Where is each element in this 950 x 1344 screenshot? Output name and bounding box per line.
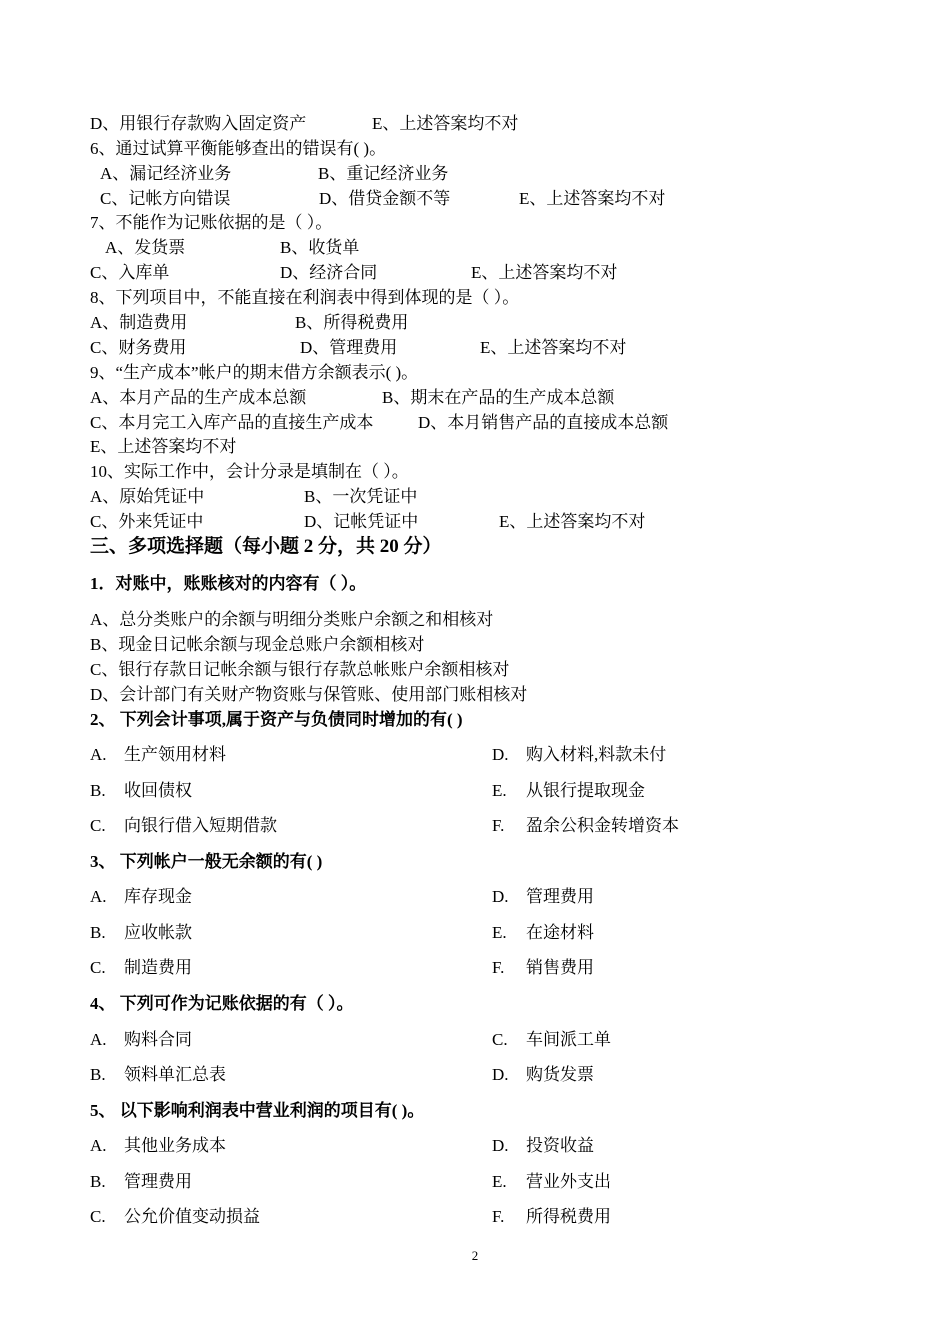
option-d: D、本月销售产品的直接成本总额 [418,413,669,432]
mc1-option-d: D、会计部门有关财产物资账与保管账、使用部门账相核对 [90,685,528,704]
option-b: B、重记经济业务 [318,164,449,183]
option-c: C、本月完工入库产品的直接生产成本 [90,413,374,432]
mc3-option: D. 管理费用 [492,887,594,906]
mc2-option: B. 收回债权 [90,781,192,800]
mc5-option: B. 管理费用 [90,1172,192,1191]
option-a: A、原始凭证中 [90,487,205,506]
mc-question-2: 2、 下列会计事项,属于资产与负债同时增加的有( ) [90,710,463,729]
option-b: B、所得税费用 [295,313,409,332]
mc4-option: A. 购料合同 [90,1030,192,1049]
option-a: A、本月产品的生产成本总额 [90,388,307,407]
question-6: 6、通过试算平衡能够查出的错误有( )。 [90,139,387,158]
mc-question-4: 4、 下列可作为记账依据的有（ ）。 [90,994,354,1013]
question-10: 10、实际工作中，会计分录是填制在（ ）。 [90,462,409,481]
mc3-option: C. 制造费用 [90,958,192,977]
mc2-option: D. 购入材料,料款未付 [492,745,667,764]
mc4-option: D. 购货发票 [492,1065,594,1084]
option-e: E、上述答案均不对 [372,114,519,133]
mc3-option: F. 销售费用 [492,958,594,977]
section-title: 三、多项选择题（每小题 2 分，共 20 分） [90,536,442,557]
mc5-option: C. 公允价值变动损益 [90,1207,260,1226]
mc3-option: B. 应收帐款 [90,923,192,942]
option-e: E、上述答案均不对 [480,338,627,357]
option-a: A、制造费用 [90,313,188,332]
mc-question-1: 1．对账中，账账核对的内容有（ ）。 [90,574,367,593]
mc-question-5: 5、 以下影响利润表中营业利润的项目有( )。 [90,1101,425,1120]
mc1-option-a: A、总分类账户的余额与明细分类账户余额之和相核对 [90,610,494,629]
mc5-option: A. 其他业务成本 [90,1136,226,1155]
mc4-option: C. 车间派工单 [492,1030,611,1049]
page-number: 2 [471,1248,479,1263]
mc3-option: E. 在途材料 [492,923,594,942]
mc5-option: F. 所得税费用 [492,1207,611,1226]
option-e: E、上述答案均不对 [471,263,618,282]
mc5-option: D. 投资收益 [492,1136,594,1155]
option-d: D、记帐凭证中 [304,512,419,531]
mc2-option: C. 向银行借入短期借款 [90,816,277,835]
mc-question-3: 3、 下列帐户一般无余额的有( ) [90,852,323,871]
mc3-option: A. 库存现金 [90,887,192,906]
mc5-option: E. 营业外支出 [492,1172,611,1191]
mc4-option: B. 领料单汇总表 [90,1065,226,1084]
mc2-option: E. 从银行提取现金 [492,781,645,800]
option-e: E、上述答案均不对 [519,189,666,208]
q9-option-e: E、上述答案均不对 [90,437,237,456]
option-c: C、财务费用 [90,338,187,357]
mc2-option: F. 盈余公积金转增资本 [492,816,679,835]
option-d: D、管理费用 [300,338,398,357]
option-e: E、上述答案均不对 [499,512,646,531]
question-8: 8、下列项目中，不能直接在利润表中得到体现的是（ ）。 [90,288,520,307]
option-d: D、经济合同 [280,263,378,282]
option-d: D、用银行存款购入固定资产 [90,114,307,133]
mc1-option-c: C、银行存款日记帐余额与银行存款总帐账户余额相核对 [90,660,510,679]
mc2-option: A. 生产领用材料 [90,745,226,764]
option-a: A、漏记经济业务 [100,164,232,183]
option-c: C、入库单 [90,263,170,282]
mc1-option-b: B、现金日记帐余额与现金总账户余额相核对 [90,635,425,654]
option-c: C、记帐方向错误 [100,189,231,208]
option-c: C、外来凭证中 [90,512,204,531]
option-b: B、期末在产品的生产成本总额 [382,388,615,407]
option-a: A、发货票 [105,238,186,257]
option-d: D、借贷金额不等 [319,189,451,208]
question-9: 9、“生产成本”帐户的期末借方余额表示( )。 [90,363,419,382]
option-b: B、收货单 [280,238,360,257]
option-b: B、一次凭证中 [304,487,418,506]
question-7: 7、不能作为记账依据的是（ ）。 [90,213,333,232]
